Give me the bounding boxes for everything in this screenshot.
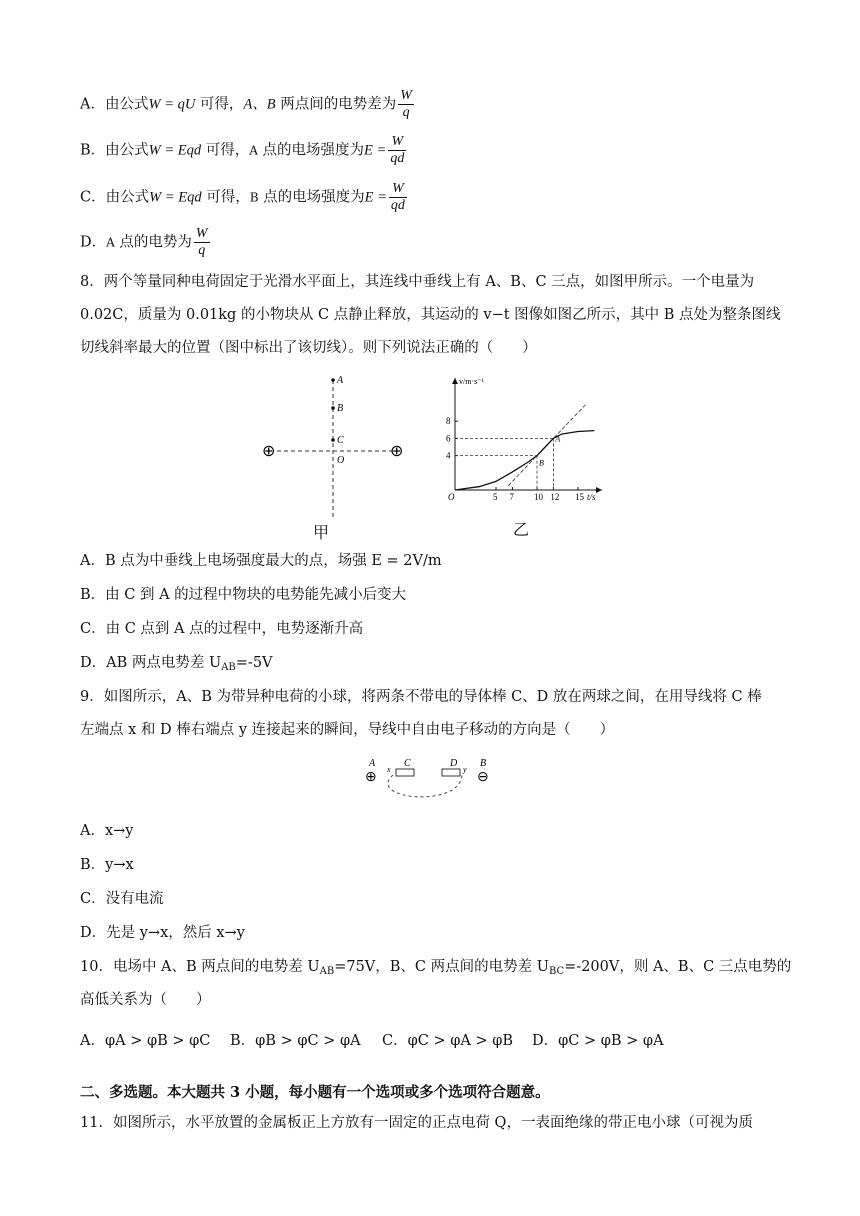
point-label-B: B	[539, 458, 544, 468]
q10-option-b: B．φB > φC > φA	[230, 1033, 361, 1049]
q11-stem-line1: 11．如图所示，水平放置的金属板正上方放有一固定的正点电荷 Q，一表面绝缘的带正电小球（可视为质	[80, 1115, 753, 1131]
caption-jia: 甲	[313, 523, 330, 542]
label-b: B	[480, 758, 487, 769]
fraction-w-over-qd: $\frac{W}{qd}$	[390, 134, 405, 166]
figure-jia-charge-diagram	[255, 370, 415, 520]
positive-charge-right: ⊕	[390, 443, 404, 460]
x-tick-label: 5	[493, 492, 498, 502]
x-tick-label: 7	[509, 492, 514, 502]
x-tick-label: 12	[550, 492, 560, 502]
caption-yi: 乙	[513, 520, 530, 539]
q8-option-b: B．由 C 到 A 的过程中物块的电势能先减小后变大	[80, 587, 407, 603]
label-a: A	[369, 758, 376, 769]
conductor-d	[442, 769, 460, 776]
q10-stem-line1: 10．电场中 A、B 两点间的电势差 $U_{AB}=75V$，B、C 两点间的电势差 $U_{BC}=-200V$，则 A、B、C 三点电势的	[80, 959, 792, 977]
origin-label: O	[448, 492, 455, 502]
label-x: x	[387, 765, 391, 774]
x-tick-label: 15	[575, 492, 584, 502]
vt-curve	[455, 431, 594, 490]
conductor-c	[396, 769, 414, 776]
q8-option-a: A．B 点为中垂线上电场强度最大的点，场强 E = 2V/m	[80, 553, 442, 569]
fraction-w-over-qd: $\frac{W}{qd}$	[390, 181, 405, 213]
positive-charge-left: ⊕	[262, 443, 276, 460]
q8-option-d: D．AB 两点电势差 $U_{AB}=-5V$	[80, 655, 273, 673]
q7-option-a: A．由公式W = qU 可得，A、B 两点间的电势差为 $\frac{W}{q}$	[80, 88, 412, 120]
positive-ball-icon: ⊕	[365, 770, 377, 785]
y-tick-label: 4	[446, 450, 451, 461]
negative-ball-icon: ⊖	[477, 770, 489, 785]
q10-stem-line2: 高低关系为（ ）	[80, 992, 211, 1008]
q9-option-c: C．没有电流	[80, 891, 164, 907]
q10-option-c: C．φC > φA > φB	[382, 1033, 514, 1049]
label-y: y	[463, 765, 467, 774]
q9-option-b: B．y→x	[80, 857, 134, 873]
x-axis-label: t/s	[587, 492, 596, 502]
label-d: D	[450, 758, 458, 769]
figure-q9-conductors	[360, 755, 500, 807]
q10-option-a: A．φA > φB > φC	[80, 1033, 211, 1049]
fraction-w-over-q: $\frac{W}{q}$	[400, 88, 412, 120]
q9-stem-line1: 9．如图所示，A、B 为带异种电荷的小球，将两条不带电的导体棒 C、D 放在两球之间，在用导线将 C 棒	[80, 689, 762, 705]
label-a: A	[337, 375, 344, 386]
section-2-heading: 二、多选题。本大题共 3 小题，每小题有一个选项或多个选项符合题意。	[80, 1084, 550, 1101]
label-o: O	[337, 455, 345, 466]
q10-option-d: D．φC > φB > φA	[532, 1033, 664, 1049]
q9-option-d: D．先是 y→x，然后 x→y	[80, 925, 245, 941]
label-c: C	[404, 758, 411, 769]
figure-yi-vt-chart	[440, 372, 610, 504]
y-axis-label: v/m·s⁻¹	[459, 377, 484, 386]
q7-option-d: D．A 点的电势为 $\frac{W}{q}$	[80, 226, 208, 258]
point-label-A: A	[555, 434, 561, 444]
x-tick-label: 10	[534, 492, 543, 502]
q8-option-c: C．由 C 点到 A 点的过程中，电势逐渐升高	[80, 621, 364, 637]
q7-option-c: C．由公式W = Eqd 可得，B 点的电场强度为E = $\frac{W}{qd}$	[80, 181, 405, 213]
label-c: C	[337, 435, 344, 446]
q8-stem-line1: 8．两个等量同种电荷固定于光滑水平面上，其连线中垂线上有 A、B、C 三点，如图甲所示。一个电量为	[80, 274, 755, 290]
q10-options-row	[80, 1031, 680, 1051]
q9-option-a: A．x→y	[80, 823, 134, 839]
q8-stem-line3: 切线斜率最大的位置（图中标出了该切线）。则下列说法正确的（ ）	[80, 340, 537, 356]
y-tick-label: 6	[446, 433, 451, 444]
q9-stem-line2: 左端点 x 和 D 棒右端点 y 连接起来的瞬间，导线中自由电子移动的方向是（ ）	[80, 722, 615, 738]
y-tick-label: 8	[446, 416, 451, 427]
label-b: B	[337, 403, 344, 414]
q8-stem-line2: 0.02C，质量为 0.01kg 的小物块从 C 点静止释放，其运动的 v−t 图像如图乙所示，其中 B 点处为整条图线	[80, 307, 781, 323]
q7-option-b: B．由公式W = Eqd 可得，A 点的电场强度为E = $\frac{W}{qd}$	[80, 134, 405, 166]
fraction-w-over-q: $\frac{W}{q}$	[195, 226, 208, 258]
connecting-wire	[388, 775, 462, 797]
